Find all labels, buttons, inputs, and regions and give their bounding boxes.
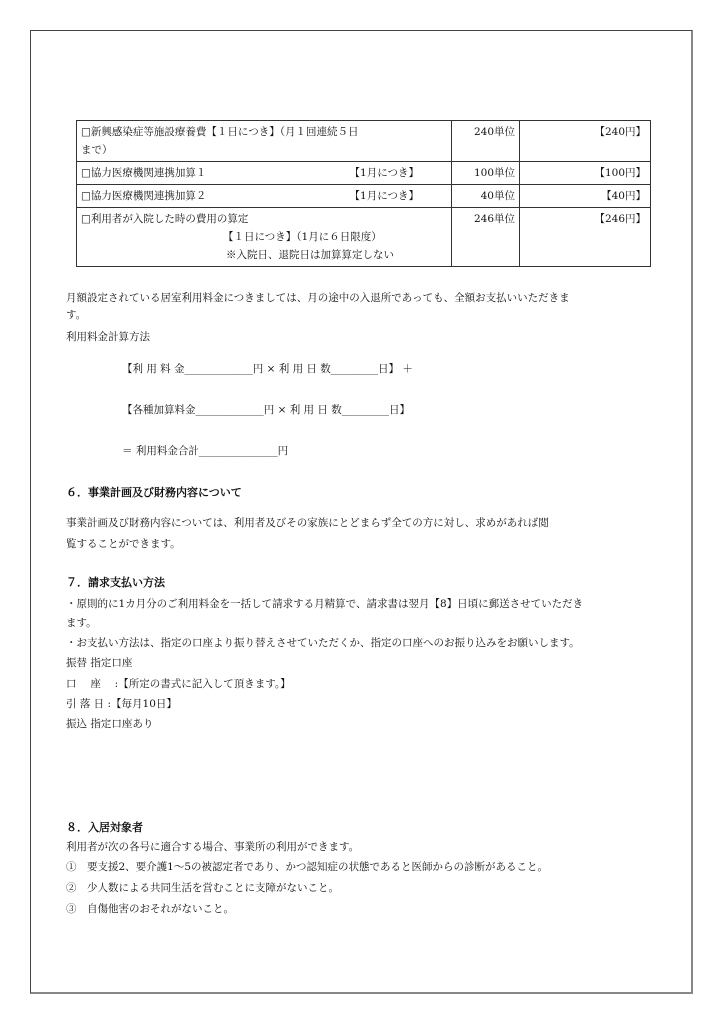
list-item: ① 要支援2、要介護1～5の被認定者であり、かつ認知症の状態であると医師からの診断があること。 [66,861,549,873]
fee-name: □新興感染症等施設療養費【１日につき】（月１回連続５日 [81,126,359,138]
section-heading: ８．入居対象者 [66,821,143,834]
table-row [77,162,651,185]
section-heading: ７．請求支払い方法 [66,576,165,589]
fee-name-cell [77,162,452,185]
paragraph-line: 振込 指定口座あり [66,718,154,730]
fee-name: □協力医療機関連携加算１ [81,167,207,179]
fee-name-cell [77,208,452,267]
calc-formula-line: 【利 用 料 金_____________円 × 利 用 日 数_________日】 ＋ [122,363,413,375]
paragraph-line: 事業計画及び財務内容については、利用者及びその家族にとどまらず全ての方に対し、求めがあれば閲 [66,517,549,529]
table-row [77,208,651,267]
fee-period: 【1月につき】 [349,190,419,202]
fee-period: 【１日につき】（1月に６日限度） [223,231,382,243]
fee-period: 【1月につき】 [349,167,419,179]
paragraph-line: ・原則的に1カ月分のご利用料金を一括して請求する月精算で、請求書は翌月【8】日頃に郵送させていただき [66,598,584,610]
fee-yen: 【246円】 [520,208,651,267]
paragraph-line: 口 座 :【所定の書式に記入して頂きます。】 [66,678,291,690]
paragraph-line: 覧することができます。 [66,538,181,550]
paragraph-line: ・お支払い方法は、指定の口座より振り替えさせていただくか、指定の口座へのお振り込みをお願いします。 [66,637,580,649]
fee-units: 246単位 [452,208,520,267]
fee-units: 240単位 [452,121,520,162]
fee-name-cell [77,121,452,162]
fee-name: □協力医療機関連携加算２ [81,190,207,202]
fee-name-cell [77,185,452,208]
table-row [77,121,651,162]
paragraph-line: ます。 [66,617,97,629]
fee-yen: 【40円】 [520,185,651,208]
monthly-note-line: す。 [66,309,87,321]
fees-table [76,120,651,267]
list-item: ③ 自傷他害のおそれがないこと。 [66,903,234,915]
table-row [77,185,651,208]
fee-name-continuation: まで） [81,144,113,156]
fee-units: 40単位 [452,185,520,208]
calc-heading: 利用料金計算方法 [66,331,150,343]
fee-note: ※入院日、退院日は加算算定しない [226,249,394,261]
calc-formula-line: 【各種加算料金_____________円 × 利 用 日 数_________日】 [122,404,410,416]
fee-name: □利用者が入院した時の費用の算定 [81,213,249,225]
section-heading: ６．事業計画及び財務内容について [66,486,242,499]
monthly-note-line: 月額設定されている居室利用料金につきましては、月の途中の入退所であっても、全額お支払いいただきま [66,292,570,304]
paragraph-line: 振替 指定口座 [66,657,133,669]
paragraph-line: 利用者が次の各号に適合する場合、事業所の利用ができます。 [66,841,360,853]
paragraph-line: 引 落 日 :【毎月10日】 [66,698,177,710]
list-item: ② 少人数による共同生活を営むことに支障がないこと。 [66,882,339,894]
fee-yen: 【240円】 [520,121,651,162]
fee-yen: 【100円】 [520,162,651,185]
fee-units: 100単位 [452,162,520,185]
calc-total-line: ＝ 利用料金合計_______________円 [122,445,289,457]
